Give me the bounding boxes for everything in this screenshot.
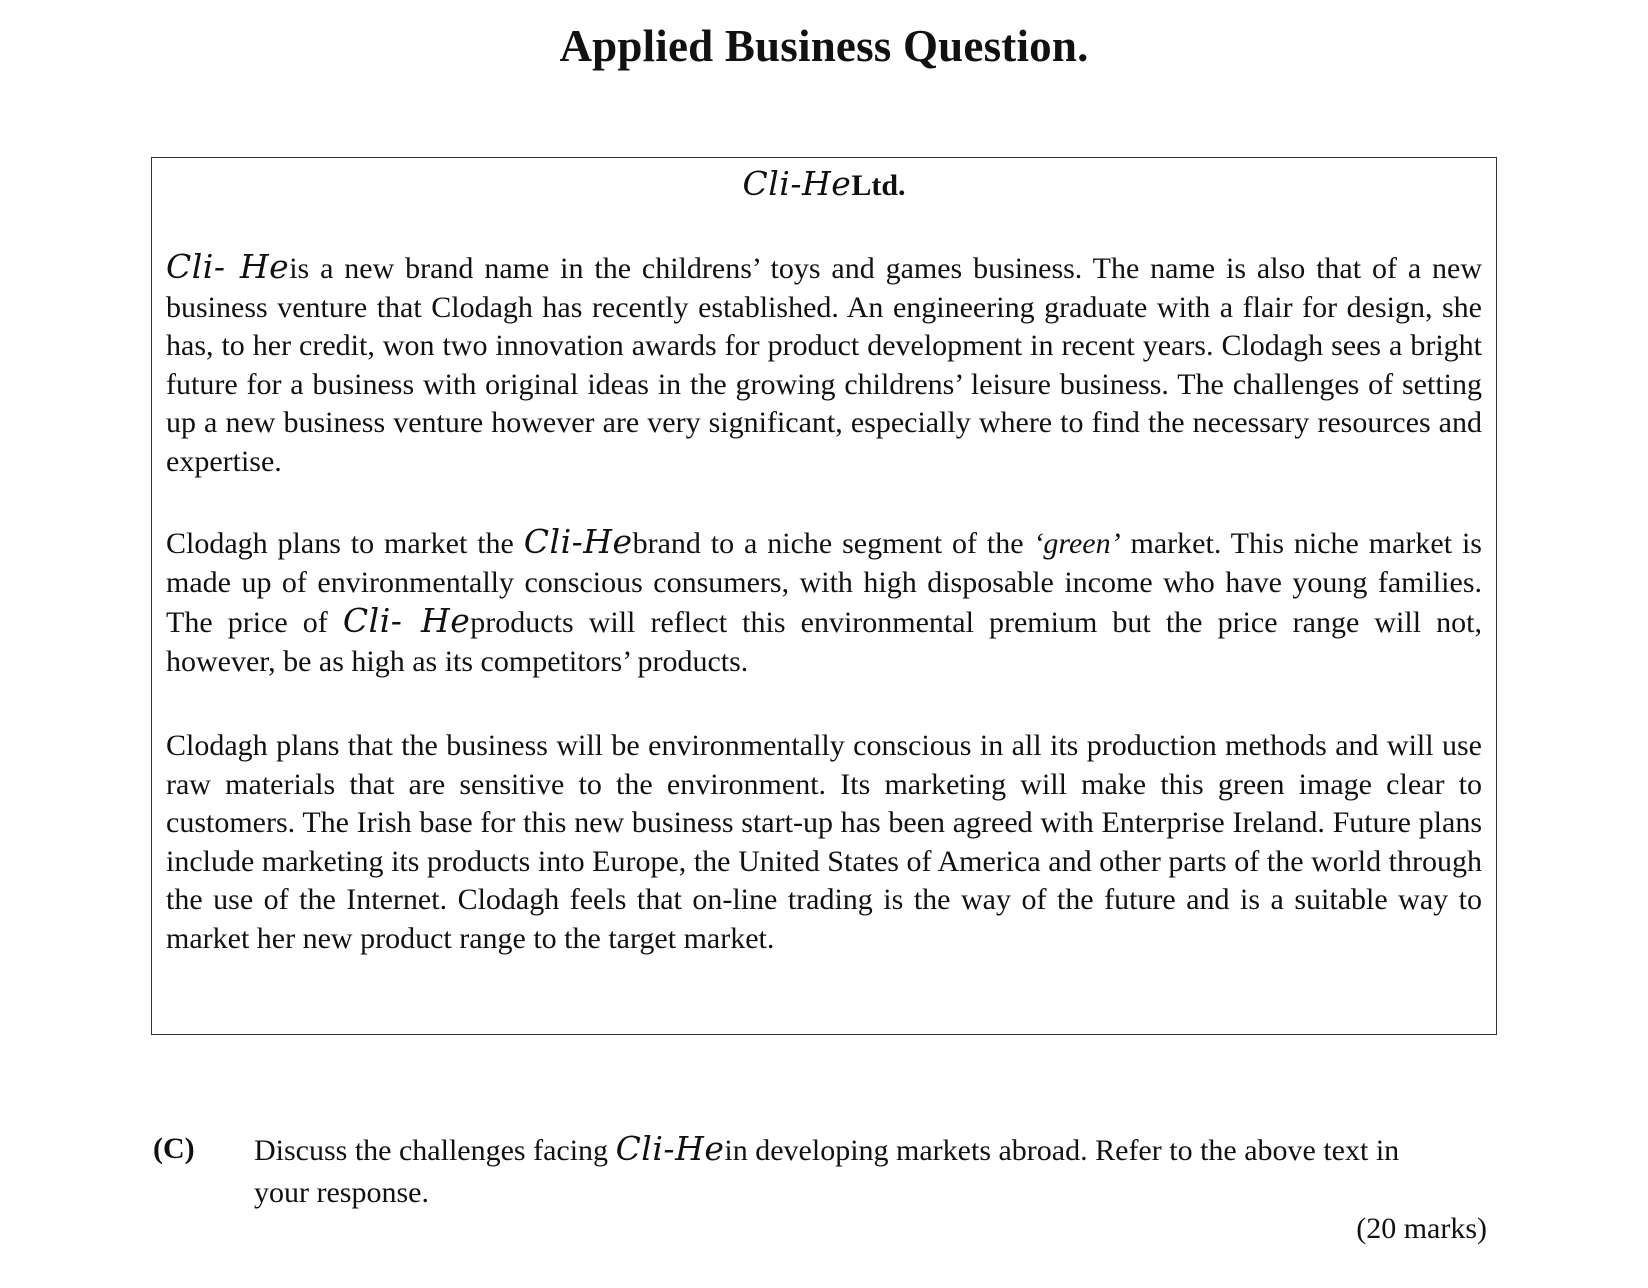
company-suffix: Ltd. — [851, 169, 906, 202]
paragraph-text: brand to a niche segment of the — [632, 527, 1034, 560]
brand-name: Cli- He — [342, 601, 471, 640]
question-label: (C) — [153, 1132, 195, 1165]
green-term: ‘green’ — [1033, 527, 1121, 560]
brand-name: Cli-He — [615, 1129, 725, 1168]
brand-name: Cli- He — [166, 247, 290, 286]
brand-name: Cli-He — [523, 522, 633, 561]
case-heading — [152, 162, 1496, 208]
case-study-box — [151, 157, 1497, 1035]
paragraph-text: Clodagh plans to market the — [166, 527, 524, 560]
case-paragraph-1 — [166, 248, 1482, 481]
case-paragraph-3: Clodagh plans that the business will be environmentally conscious in all its production methods and will use raw materials that are sensitive to the environment. Its marketing will make this green image clear to customers. The Irish base for this new business start-up has been agreed with Enterprise Ireland. Future plans include marketing its products into Europe, the United States of America and other parts of the world through the use of the Internet. Clodagh feels that on-line trading is the way of the future and is a suitable way to market her new product range to the target market. — [166, 729, 1482, 955]
page-title: Applied Business Question. — [559, 21, 1089, 71]
question-text — [254, 1128, 1434, 1214]
case-paragraph-2 — [166, 523, 1482, 681]
paragraph-text: market. This niche market is made up of environmentally conscious consumers, with high disposable income who have young families. The price of — [166, 527, 1482, 639]
marks-allocation: (20 marks) — [1356, 1212, 1487, 1245]
question-text-part: Discuss the challenges facing — [254, 1134, 616, 1167]
question-text-part: in developing markets abroad. Refer to the above text in your response. — [254, 1134, 1400, 1209]
brand-name: Cli-He — [742, 164, 852, 203]
paragraph-text: is a new brand name in the childrens’ toys and games business. The name is also that of a new business venture that Clodagh has recently established. An engineering graduate with a flair for design, she has, to her credit, won two innovation awards for product development in recent years. Clodagh sees a bright future for a business with original ideas in the growing childrens’ leisure business. The challenges of setting up a new business venture however are very significant, especially where to find the necessary resources and expertise. — [166, 252, 1482, 478]
paragraph-text: products will reflect this environmental premium but the price range will not, however, be as high as its competitors’ products. — [166, 606, 1482, 678]
